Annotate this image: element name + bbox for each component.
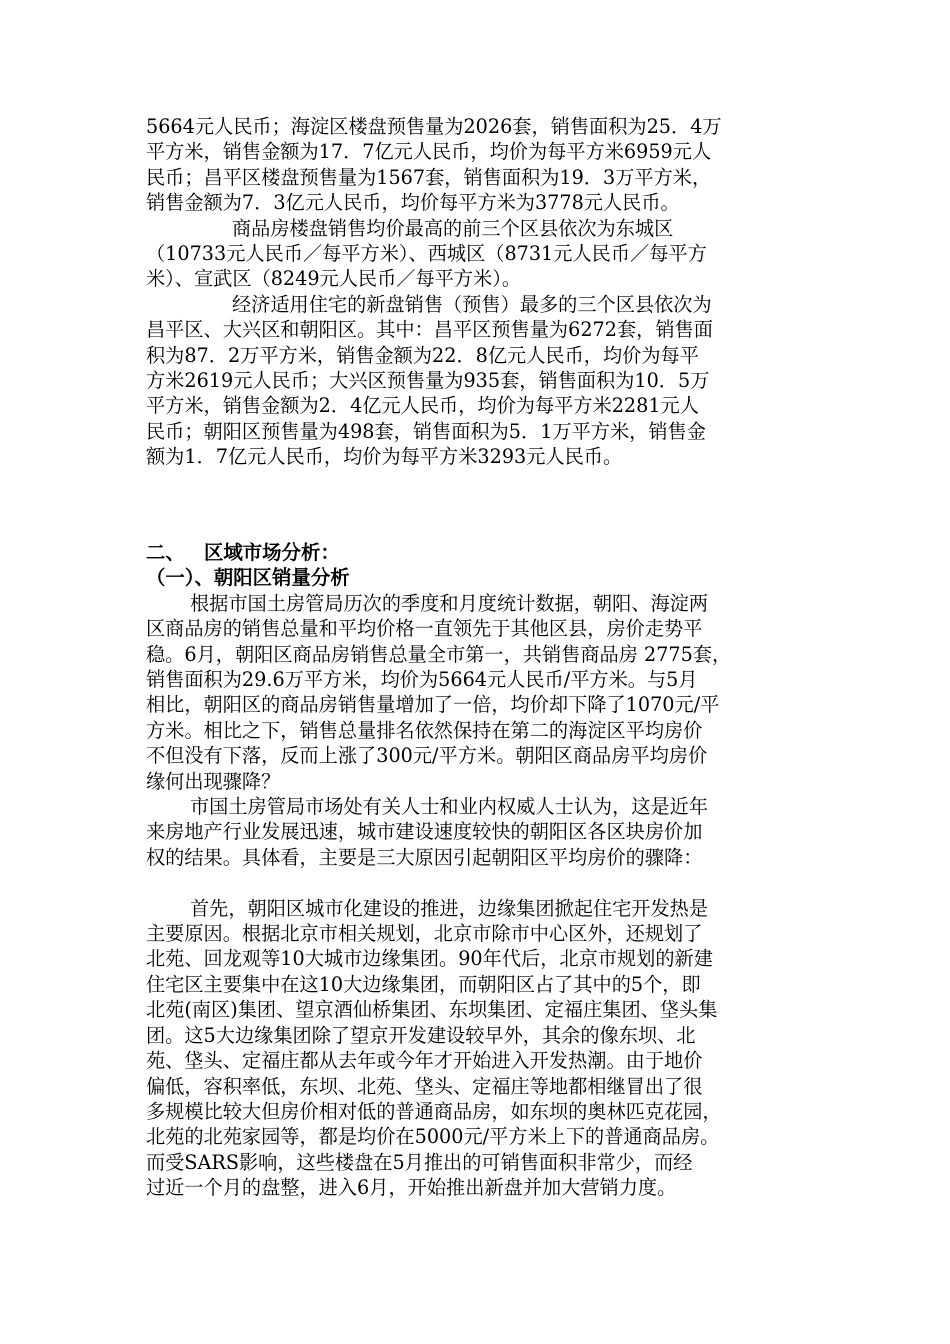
text-line: 过近一个月的盘整，进入6月，开始推出新盘并加大营销力度。: [146, 1176, 677, 1200]
text-line: 缘何出现骤降？: [146, 769, 281, 793]
text-line: 平方米，销售金额为17．7亿元人民币，均价为每平方米6959元人: [146, 140, 712, 164]
text-line: 根据市国土房管局历次的季度和月度统计数据，朝阳、海淀两: [190, 591, 709, 615]
text-line: 相比，朝阳区的商品房销售量增加了一倍，均价却下降了1070元/平: [146, 693, 720, 717]
section-two-text: [146, 540, 836, 1201]
text-line: 米）、宣武区（8249元人民币／每平方米）。: [146, 267, 522, 291]
text-line: 北苑、回龙观等10大城市边缘集团。90年代后，北京市规划的新建: [146, 947, 713, 971]
text-line: 权的结果。具体看，主要是三大原因引起朝阳区平均房价的骤降：: [146, 845, 703, 869]
subsection-heading: （一）、朝阳区销量分析: [146, 566, 350, 590]
section-title: 区域市场分析：: [204, 541, 340, 564]
text-line: 昌平区、大兴区和朝阳区。其中：昌平区预售量为6272套，销售面: [146, 318, 713, 342]
paragraph-spacer: [146, 870, 836, 895]
paragraph-expert-opinion: [146, 794, 836, 870]
paragraph-chaoyang-sales: [146, 591, 836, 794]
text-line: 住宅区主要集中在这10大边缘集团，而朝阳区占了其中的5个，即: [146, 972, 701, 996]
text-line: 经济适用住宅的新盘销售（预售）最多的三个区县依次为: [232, 292, 712, 316]
text-line: 北苑(南区)集团、望京酒仙桥集团、东坝集团、定福庄集团、垡头集: [146, 998, 718, 1022]
text-line: 团。这5大边缘集团除了望京开发建设较早外，其余的像东坝、北: [146, 1023, 696, 1047]
text-line: 方米。相比之下，销售总量排名依然保持在第二的海淀区平均房价: [146, 718, 703, 742]
section-heading: [146, 540, 836, 565]
text-line: 多规模比较大但房价相对低的普通商品房，如东坝的奥林匹克花园，: [146, 1099, 722, 1123]
paragraph-top-prices: [146, 216, 836, 292]
text-line: 积为87．2万平方米，销售金额为22．8亿元人民币，均价为每平: [146, 343, 699, 367]
text-line: 5664元人民币；海淀区楼盘预售量为2026套，销售面积为25．4万: [146, 115, 722, 138]
paragraph-district-sales: [146, 114, 836, 216]
text-line: （10733元人民币／每平方米）、西城区（8731元人民币／每平方: [146, 242, 707, 266]
section-number: 二、: [146, 541, 185, 564]
text-line: 商品房楼盘销售均价最高的前三个区县依次为东城区: [232, 216, 674, 240]
text-line: 民币；朝阳区预售量为498套，销售面积为5．1万平方米，销售金: [146, 419, 706, 443]
text-line: 民币；昌平区楼盘预售量为1567套，销售面积为19．3万平方米，: [146, 165, 712, 189]
text-line: 区商品房的销售总量和平均价格一直领先于其他区县，房价走势平: [146, 617, 703, 641]
text-line: 稳。6月，朝阳区商品房销售总量全市第一，共销售商品房 2775套，: [146, 642, 732, 666]
text-line: 来房地产行业发展迅速，城市建设速度较快的朝阳区各区块房价加: [146, 820, 703, 844]
text-line: 销售面积为29.6万平方米，均价为5664元人民币/平方米。与5月: [146, 668, 698, 692]
paragraph-first-reason: [146, 896, 836, 1201]
text-line: 额为1．7亿元人民币，均价为每平方米3293元人民币。: [146, 445, 623, 469]
text-line: 方米2619元人民币；大兴区预售量为935套，销售面积为10．5万: [146, 369, 710, 393]
text-line: 销售金额为7．3亿元人民币，均价每平方米为3778元人民币。: [146, 191, 680, 215]
text-line: 北苑的北苑家园等，都是均价在5000元/平方米上下的普通商品房。: [146, 1125, 720, 1149]
text-line: 苑、垡头、定福庄都从去年或今年才开始进入开发热潮。由于地价: [146, 1049, 703, 1073]
text-line: 平方米，销售金额为2．4亿元人民币，均价为每平方米2281元人: [146, 394, 699, 418]
text-line: 而受SARS影响，这些楼盘在5月推出的可销售面积非常少，而经: [146, 1150, 693, 1174]
text-line: 偏低，容积率低，东坝、北苑、垡头、定福庄等地都相继冒出了很: [146, 1074, 703, 1098]
text-line: 不但没有下落，反而上涨了300元/平方米。朝阳区商品房平均房价: [146, 744, 708, 768]
section-one-text: [146, 114, 836, 470]
text-line: 市国土房管局市场处有关人士和业内权威人士认为，这是近年: [190, 795, 709, 819]
text-line: 主要原因。根据北京市相关规划，北京市除市中心区外，还规划了: [146, 922, 703, 946]
paragraph-affordable-housing: [146, 292, 836, 470]
text-line: 首先，朝阳区城市化建设的推进，边缘集团掀起住宅开发热是: [190, 896, 709, 920]
